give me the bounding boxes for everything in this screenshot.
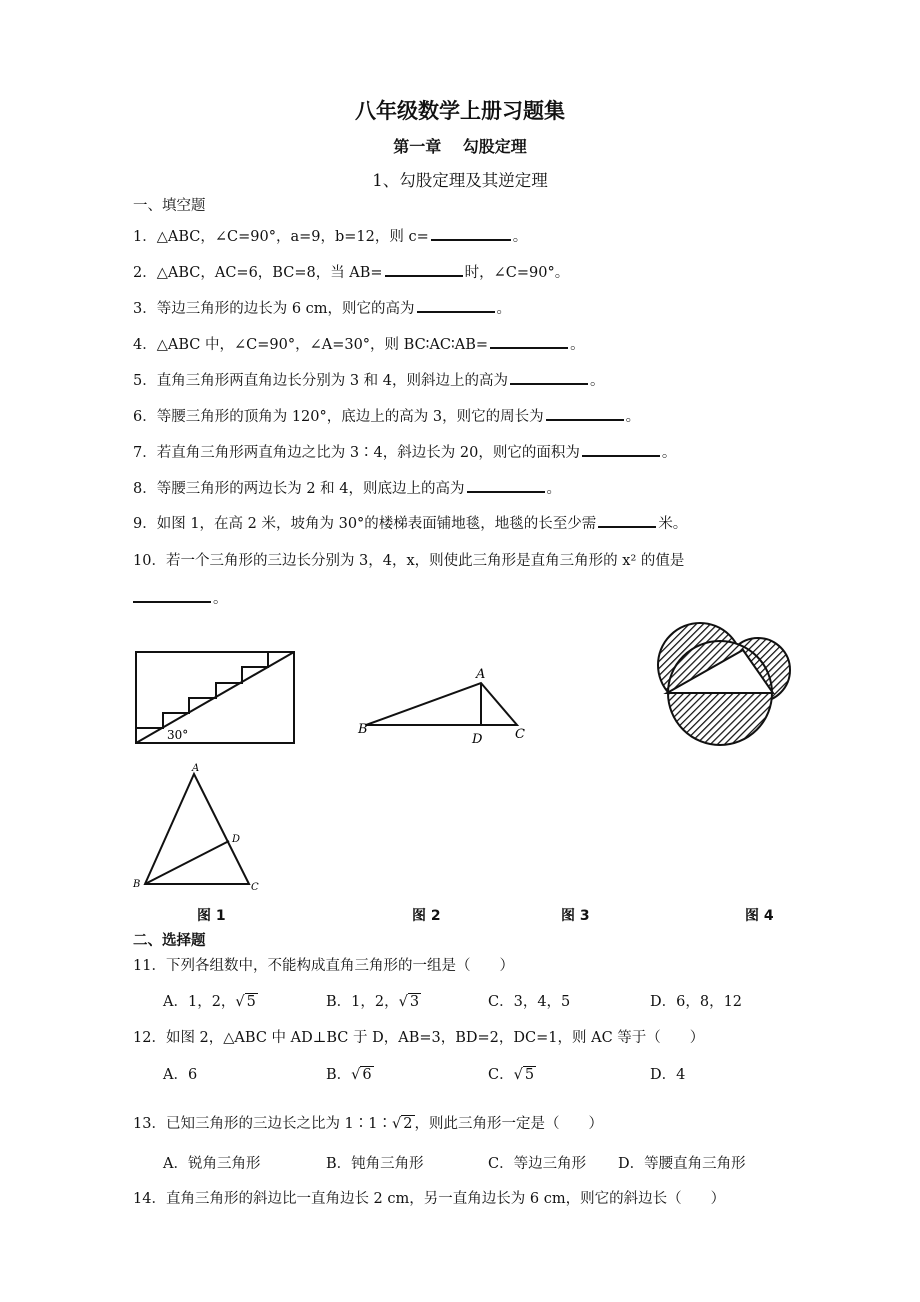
question-5: 5．直角三角形两直角边长分别为 3 和 4，则斜边上的高为 。 xyxy=(133,369,605,390)
caption-figure-4: 图 4 xyxy=(745,908,774,924)
caption-figure-3: 图 3 xyxy=(561,908,590,924)
triangle-abc xyxy=(366,683,517,725)
figure-1-staircase xyxy=(130,645,300,750)
q11-option-d[interactable]: D．6，8，12 xyxy=(650,994,743,1010)
question-9: 9．如图 1，在高 2 米，坡角为 30°的楼梯表面铺地毯，地毯的长至少需 米。 xyxy=(133,512,687,533)
sqrt-symbol: √ 2 xyxy=(392,1116,413,1132)
label-a: A xyxy=(192,763,200,774)
figure-2-triangle xyxy=(355,663,535,748)
question-8: 8．等腰三角形的两边长为 2 和 4，则底边上的高为 。 xyxy=(133,477,561,498)
segment-bd xyxy=(145,841,229,884)
answer-blank[interactable] xyxy=(431,225,511,241)
q13-option-b[interactable]: B．钝角三角形 xyxy=(326,1156,424,1172)
question-7: 7．若直角三角形两直角边之比为 3∶4，斜边长为 20，则它的面积为 。 xyxy=(133,441,676,462)
q12-option-d[interactable]: D．4 xyxy=(650,1067,686,1083)
label-d: D xyxy=(472,732,483,747)
answer-blank[interactable] xyxy=(417,297,495,313)
answer-blank[interactable] xyxy=(510,369,588,385)
q11-option-c[interactable]: C．3，4，5 xyxy=(488,994,571,1010)
question-6: 6．等腰三角形的顶角为 120°，底边上的高为 3，则它的周长为 。 xyxy=(133,405,640,426)
question-12: 12．如图 2，△ABC 中 AD⊥BC 于 D，AB=3，BD=2，DC=1，则 AC 等于（ ） xyxy=(133,1030,705,1046)
question-4: 4．△ABC 中，∠C=90°，∠A=30°，则 BC∶AC∶AB= 。 xyxy=(133,333,585,354)
q13-option-d[interactable]: D．等腰直角三角形 xyxy=(618,1156,746,1172)
q11-option-a[interactable]: A．1，2，√ 5 xyxy=(163,994,256,1010)
q13-option-c[interactable]: C．等边三角形 xyxy=(488,1156,587,1172)
angle-label: 30° xyxy=(167,728,189,742)
sqrt-symbol: √ 5 xyxy=(513,1067,535,1083)
page-title: 八年级数学上册习题集 xyxy=(355,99,565,123)
question-3: 3．等边三角形的边长为 6 cm，则它的高为 。 xyxy=(133,297,511,318)
caption-figure-2: 图 2 xyxy=(412,908,441,924)
answer-blank[interactable] xyxy=(598,512,656,528)
chapter-title: 第一章 勾股定理 xyxy=(393,137,527,156)
sqrt-symbol: √ 3 xyxy=(398,994,420,1010)
question-13: 13．已知三角形的三边长之比为 1∶1∶√ 2 ，则此三角形一定是（ ） xyxy=(133,1116,603,1132)
answer-blank[interactable] xyxy=(467,477,545,493)
label-b: B xyxy=(133,879,141,890)
label-b: B xyxy=(358,722,368,737)
q11-option-b[interactable]: B．1，2，√ 3 xyxy=(326,994,420,1010)
question-14: 14．直角三角形的斜边比一直角边长 2 cm，另一直角边长为 6 cm，则它的斜边长（ ） xyxy=(133,1191,726,1207)
answer-blank[interactable] xyxy=(133,587,211,603)
answer-blank[interactable] xyxy=(582,441,660,457)
question-1: 1．△ABC，∠C=90°，a=9，b=12，则 c= 。 xyxy=(133,225,527,246)
label-a: A xyxy=(476,667,486,682)
sqrt-symbol: √ 6 xyxy=(351,1067,372,1083)
q12-option-b[interactable]: B．√ 6 xyxy=(326,1067,372,1083)
q12-option-c[interactable]: C．√ 5 xyxy=(488,1067,535,1083)
sqrt-symbol: √ 5 xyxy=(235,994,256,1010)
figure-4-circles xyxy=(650,620,800,750)
question-10-answer: 。 xyxy=(133,587,228,608)
label-c: C xyxy=(251,882,259,893)
question-11: 11．下列各组数中，不能构成直角三角形的一组是（ ） xyxy=(133,958,514,974)
triangle-abc xyxy=(145,774,249,884)
answer-blank[interactable] xyxy=(490,333,568,349)
caption-figure-1: 图 1 xyxy=(197,908,226,924)
answer-blank[interactable] xyxy=(385,261,463,277)
label-c: C xyxy=(515,727,525,742)
question-2: 2．△ABC，AC=6，BC=8，当 AB= 时，∠C=90°。 xyxy=(133,261,569,282)
label-d: D xyxy=(232,834,241,845)
q12-option-a[interactable]: A．6 xyxy=(163,1067,198,1083)
part2-heading: 二、选择题 xyxy=(133,933,206,949)
question-10: 10．若一个三角形的三边长分别为 3，4，x，则使此三角形是直角三角形的 x² 的值是 xyxy=(133,553,685,569)
q13-option-a[interactable]: A．锐角三角形 xyxy=(163,1156,261,1172)
answer-blank[interactable] xyxy=(546,405,624,421)
section-title: 1、勾股定理及其逆定理 xyxy=(372,171,548,190)
figure-3-triangle xyxy=(128,762,268,894)
part1-heading: 一、填空题 xyxy=(133,198,206,214)
